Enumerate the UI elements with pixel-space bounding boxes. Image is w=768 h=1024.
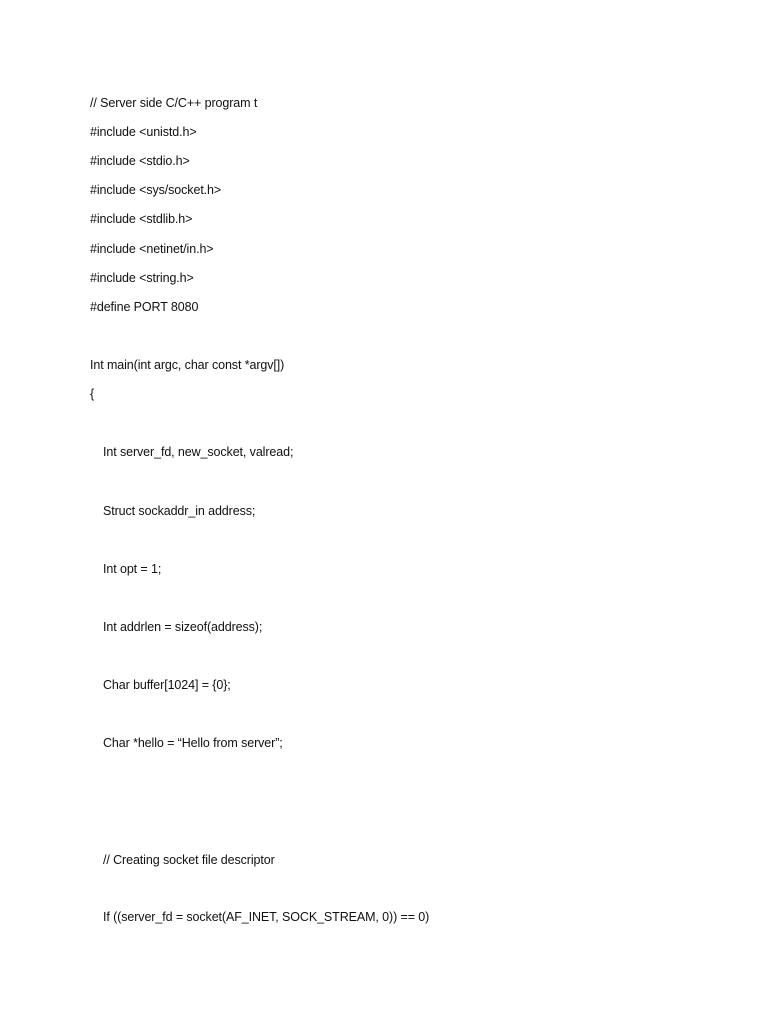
code-line: If ((server_fd = socket(AF_INET, SOCK_STREAM, 0)) == 0): [103, 910, 430, 924]
code-line: #include <netinet/in.h>: [90, 242, 214, 256]
code-line: #include <stdlib.h>: [90, 212, 193, 226]
code-line: #include <sys/socket.h>: [90, 183, 222, 197]
code-line: #include <stdio.h>: [90, 154, 190, 168]
code-line: {: [90, 387, 95, 401]
code-line: // Server side C/C++ program t: [90, 96, 258, 110]
code-line: Int opt = 1;: [103, 562, 162, 576]
code-line: Int server_fd, new_socket, valread;: [103, 445, 294, 459]
code-line: Struct sockaddr_in address;: [103, 504, 256, 518]
code-line: Int addrlen = sizeof(address);: [103, 620, 263, 634]
code-line: Char buffer[1024] = {0};: [103, 678, 231, 692]
code-line: Int main(int argc, char const *argv[]): [90, 358, 285, 372]
code-line: Char *hello = “Hello from server”;: [103, 736, 283, 750]
code-line: #include <unistd.h>: [90, 125, 197, 139]
code-line: #include <string.h>: [90, 271, 194, 285]
code-line: #define PORT 8080: [90, 300, 199, 314]
code-line: // Creating socket file descriptor: [103, 853, 275, 867]
